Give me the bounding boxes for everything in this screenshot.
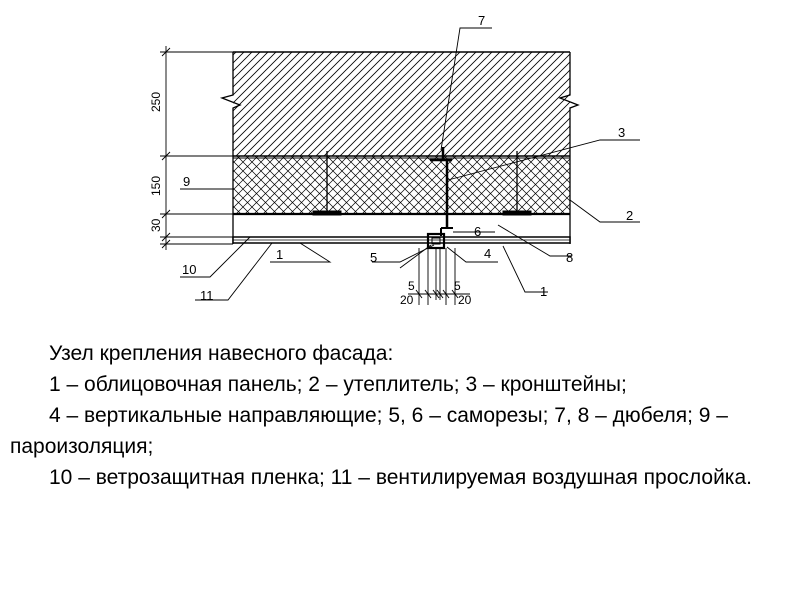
callout-7: 7 <box>478 13 486 28</box>
callout-6: 6 <box>474 224 482 239</box>
dim-left-5: 5 <box>408 279 415 293</box>
callout-9: 9 <box>183 174 191 189</box>
callout-4: 4 <box>484 246 492 261</box>
callout-8: 8 <box>566 250 574 265</box>
callout-11: 11 <box>200 288 214 303</box>
dim-right-20: 20 <box>458 293 472 307</box>
callout-3: 3 <box>618 125 626 140</box>
callout-5: 5 <box>370 250 378 265</box>
callout-1-right: 1 <box>540 284 548 299</box>
caption-title: Узел крепления навесного фасада: <box>49 342 394 365</box>
dim-150: 150 <box>149 175 163 196</box>
callout-10: 10 <box>182 262 197 277</box>
caption-line-3: 10 – ветрозащитная пленка; 11 – вентилируемая воздушная прослойка. <box>49 466 752 489</box>
vertical-dimension-chain <box>160 46 233 250</box>
air-gap-and-panel <box>233 214 570 244</box>
masonry-wall <box>222 52 578 156</box>
caption-line-2: 4 – вертикальные направляющие; 5, 6 – саморезы; 7, 8 – дюбеля; 9 – пароизоляция; <box>10 404 728 458</box>
caption-line-1: 1 – облицовочная панель; 2 – утеплитель; 3 – кронштейны; <box>49 373 627 396</box>
dim-right-5: 5 <box>454 279 461 293</box>
dim-250: 250 <box>149 91 163 112</box>
callout-1-left: 1 <box>276 247 284 262</box>
dim-left-20: 20 <box>400 293 414 307</box>
callout-2: 2 <box>626 208 634 223</box>
dim-30: 30 <box>149 218 163 232</box>
insulation-layer <box>233 156 570 214</box>
diagram-caption <box>10 338 780 493</box>
